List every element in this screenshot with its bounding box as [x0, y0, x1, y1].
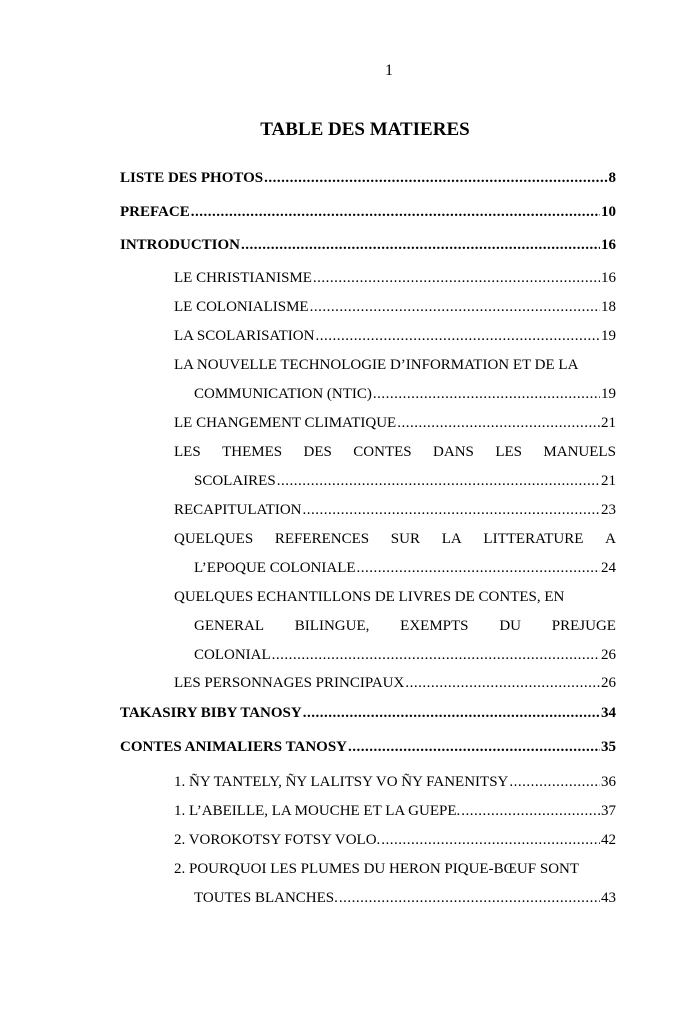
toc-entry-takasiry-biby-tanosy[interactable] [120, 703, 616, 723]
leader-dots [339, 888, 600, 908]
toc-entry-abeille[interactable] [174, 801, 616, 821]
toc-entry-scolarisation[interactable] [174, 326, 616, 346]
toc-label: TAKASIRY BIBY TANOSY [120, 705, 302, 721]
toc-word: LES [174, 444, 201, 460]
leader-dots [191, 202, 600, 222]
toc-entry-contes-animaliers[interactable] [120, 737, 616, 757]
toc-entry-recapitulation[interactable] [174, 500, 616, 520]
toc-entry-tantely[interactable] [174, 772, 616, 792]
leader-dots [509, 772, 600, 792]
toc-word: DES [303, 444, 332, 460]
toc-label: LISTE DES PHOTOS [120, 170, 264, 186]
toc-page: 24 [601, 560, 616, 576]
leader-dots [405, 673, 600, 693]
toc-entry-references-litterature[interactable] [174, 529, 616, 578]
toc-page: 36 [601, 774, 616, 790]
toc-word: DANS [433, 444, 474, 460]
toc-label: SCOLAIRES [194, 473, 276, 489]
toc-label: TOUTES BLANCHES. [194, 890, 338, 906]
leader-dots [397, 413, 600, 433]
toc-entry-liste-des-photos[interactable] [120, 168, 616, 188]
toc-page: 37 [601, 803, 616, 819]
leader-dots [310, 297, 600, 317]
leader-dots [272, 645, 600, 665]
toc-entry-echantillons[interactable] [174, 587, 616, 665]
toc-entry-pourquoi-plumes[interactable] [174, 859, 616, 908]
toc-word: EXEMPTS [400, 618, 469, 634]
leader-dots [381, 830, 600, 850]
toc-word: CONTES [353, 444, 412, 460]
toc-page: 16 [601, 270, 616, 286]
toc-entry-preface[interactable] [120, 202, 616, 222]
leader-dots [315, 326, 600, 346]
toc-label-line-1 [174, 442, 616, 462]
page-number: 1 [385, 62, 393, 79]
toc-label: LES PERSONNAGES PRINCIPAUX [174, 675, 405, 691]
toc-word: BILINGUE, [294, 618, 370, 634]
toc-page: 23 [601, 502, 616, 518]
toc-label: PREFACE [120, 204, 190, 220]
toc-word: REFERENCES [274, 531, 370, 547]
toc-page: 10 [601, 204, 616, 220]
toc-page: 26 [601, 675, 616, 691]
toc-label-line-1 [174, 587, 616, 607]
leader-dots [313, 268, 600, 288]
leader-dots [241, 235, 600, 255]
toc-word: 2. POURQUOI LES PLUMES DU HERON PIQUE-BŒUF SONT [174, 861, 580, 877]
toc-word: MANUELS [543, 444, 616, 460]
toc-label-line-1 [174, 529, 616, 549]
toc-page: 21 [601, 415, 616, 431]
toc-entry-colonialisme[interactable] [174, 297, 616, 317]
leader-dots [264, 168, 607, 188]
toc-page: 18 [601, 299, 616, 315]
toc-page: 35 [601, 739, 616, 755]
toc-page: 26 [601, 647, 616, 663]
toc-word: SUR [390, 531, 420, 547]
toc-word: LES [495, 444, 522, 460]
toc-label: 1. L’ABEILLE, LA MOUCHE ET LA GUEPE. [174, 803, 461, 819]
toc-entry-changement-climatique[interactable] [174, 413, 616, 433]
toc-label: LE CHRISTIANISME [174, 270, 312, 286]
toc-label: COLONIAL [194, 647, 271, 663]
toc-label: LE CHANGEMENT CLIMATIQUE [174, 415, 397, 431]
toc-word: QUELQUES [174, 531, 254, 547]
toc-entry-vorokotsy[interactable] [174, 830, 616, 850]
toc-page: 21 [601, 473, 616, 489]
toc-label-line-1 [174, 355, 616, 375]
toc-entry-personnages[interactable] [174, 673, 616, 693]
toc-word: LA NOUVELLE TECHNOLOGIE D’INFORMATION ET DE LA [174, 357, 579, 373]
toc-page: 43 [601, 890, 616, 906]
toc-label: LE COLONIALISME [174, 299, 309, 315]
toc-word: DU [499, 618, 521, 634]
toc-page: 19 [601, 386, 616, 402]
toc-word: QUELQUES ECHANTILLONS DE LIVRES DE CONTES, EN [174, 589, 565, 605]
toc-word: GENERAL [194, 618, 264, 634]
toc-word: PREJUGE [551, 618, 616, 634]
toc-label: 2. VOROKOTSY FOTSY VOLO. [174, 832, 381, 848]
page-title: TABLE DES MATIERES [260, 119, 470, 140]
toc-label-line-1 [174, 859, 616, 879]
toc-label: L’EPOQUE COLONIALE [194, 560, 356, 576]
toc-entry-introduction[interactable] [120, 235, 616, 255]
leader-dots [373, 384, 600, 404]
toc-label: LA SCOLARISATION [174, 328, 315, 344]
leader-dots [348, 737, 600, 757]
toc-label: 1. ÑY TANTELY, ÑY LALITSY VO ÑY FANENITSY [174, 774, 509, 790]
toc-page: 8 [608, 170, 616, 186]
toc-entry-ntic[interactable] [174, 355, 616, 404]
toc-word: LITTERATURE [483, 531, 584, 547]
leader-dots [357, 558, 600, 578]
toc-label: RECAPITULATION [174, 502, 302, 518]
toc-page: 34 [601, 705, 616, 721]
toc-page: 19 [601, 328, 616, 344]
toc-entry-themes-des-contes[interactable] [174, 442, 616, 491]
toc-entry-christianisme[interactable] [174, 268, 616, 288]
toc-page: 42 [601, 832, 616, 848]
toc-label: CONTES ANIMALIERS TANOSY [120, 739, 347, 755]
toc-label: COMMUNICATION (NTIC) [194, 386, 372, 402]
toc-word: A [605, 531, 616, 547]
leader-dots [303, 703, 600, 723]
toc-label: INTRODUCTION [120, 237, 241, 253]
toc-word: LA [441, 531, 462, 547]
toc-page: 16 [601, 237, 616, 253]
toc-label-line-2 [174, 616, 616, 636]
leader-dots [303, 500, 601, 520]
leader-dots [277, 471, 600, 491]
toc-word: THEMES [222, 444, 283, 460]
leader-dots [461, 801, 600, 821]
